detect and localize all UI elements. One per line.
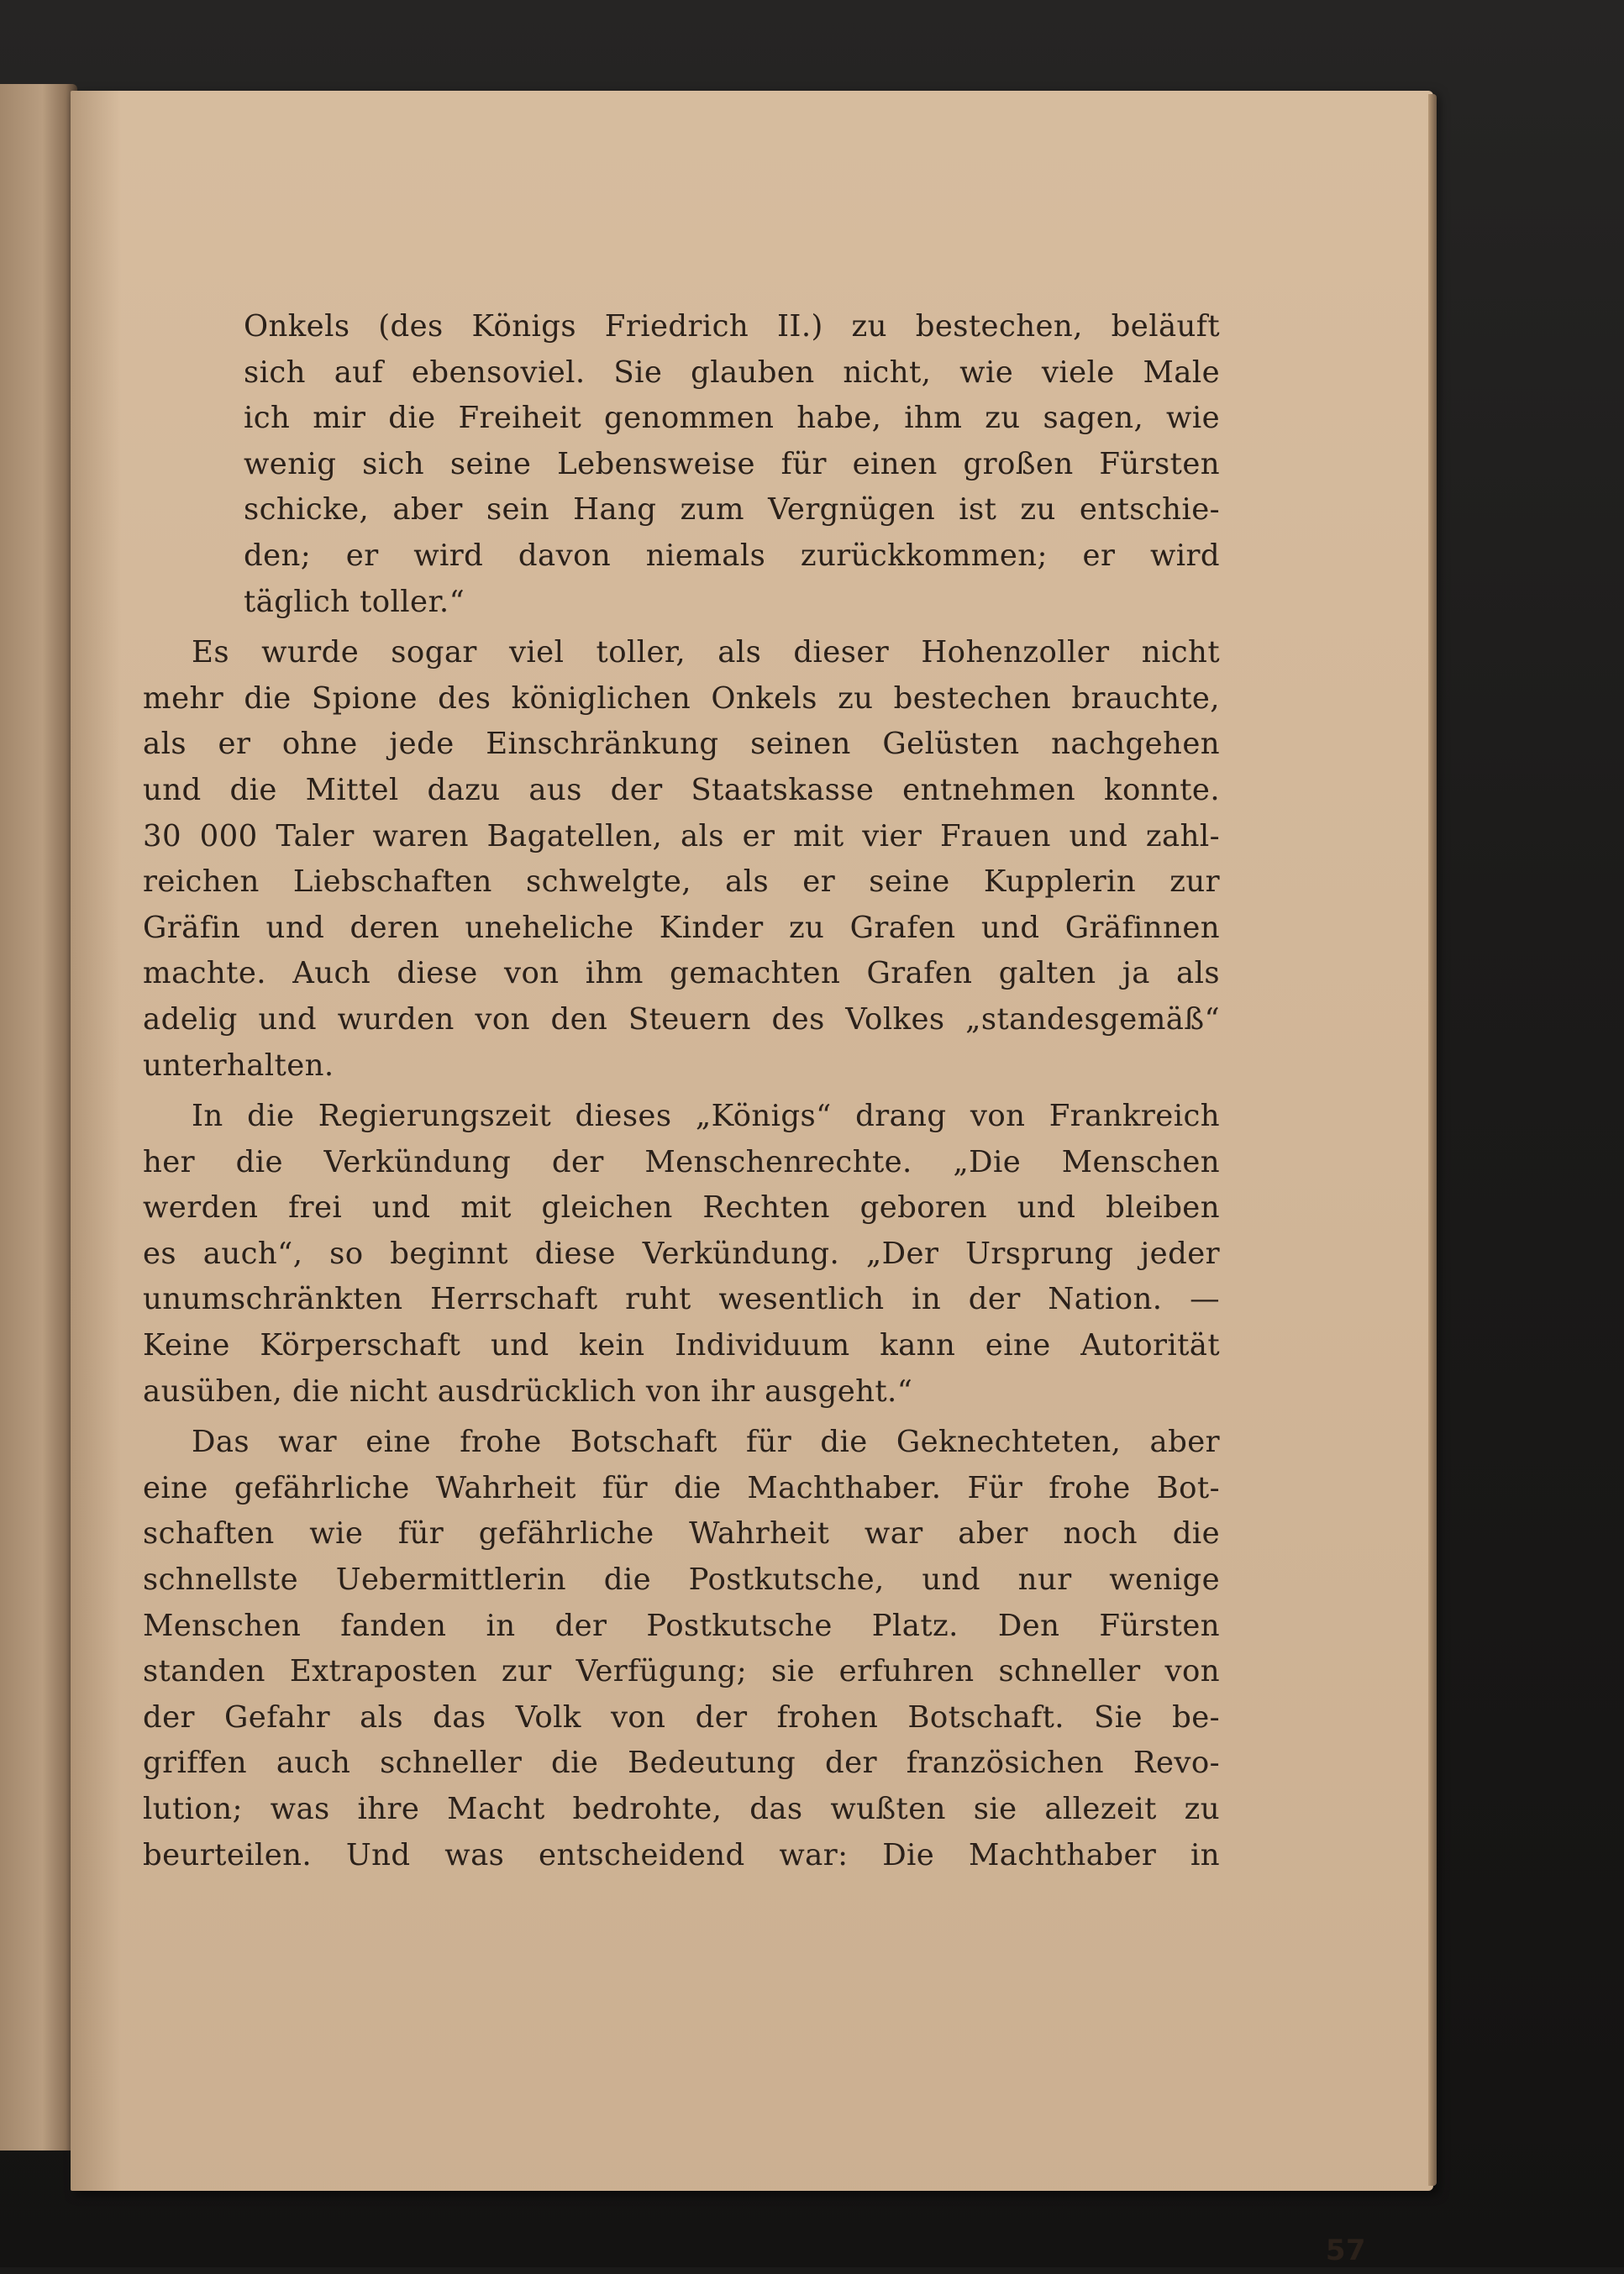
text-line: und die Mittel dazu aus der Staatskasse entnehmen konnte. [143, 772, 1220, 807]
text-line: schnellste Uebermittlerin die Postkutsche, und nur wenige [143, 1562, 1220, 1598]
text-line: es auch“, so beginnt diese Verkündung. „Der Ursprung jeder [143, 1236, 1220, 1271]
text-line: her die Verkündung der Menschenrechte. „Die Menschen [143, 1144, 1220, 1179]
text-line: Gräfin und deren uneheliche Kinder zu Grafen und Gräfinnen [143, 910, 1220, 945]
text-line: beurteilen. Und was entscheidend war: Die Machthaber in [143, 1837, 1220, 1872]
text-line: griffen auch schneller die Bedeutung der französichen Revo- [143, 1746, 1220, 1781]
paragraph-hohenzoller [143, 630, 1220, 1089]
text-line: adelig und wurden von den Steuern des Volkes „standesgemäß“ [143, 1001, 1220, 1037]
text-line: wenig sich seine Lebensweise für einen großen Fürsten [244, 446, 1220, 481]
text-line: als er ohne jede Einschränkung seinen Gelüsten nachgehen [143, 727, 1220, 762]
paragraph-menschenrechte [143, 1094, 1220, 1415]
text-line: ich mir die Freiheit genommen habe, ihm zu sagen, wie [244, 401, 1220, 436]
text-line: ausüben, die nicht ausdrücklich von ihr ausgeht.“ [143, 1373, 913, 1409]
paragraph-botschaft [143, 1420, 1220, 1878]
text-line: täglich toller.“ [244, 584, 465, 619]
text-line: werden frei und mit gleichen Rechten geboren und bleiben [143, 1190, 1220, 1226]
body-text [143, 304, 1366, 2267]
text-line: Onkels (des Königs Friedrich II.) zu bestechen, beläuft [244, 309, 1220, 344]
text-line: Das war eine frohe Botschaft für die Geknechteten, aber [192, 1425, 1220, 1460]
text-line: der Gefahr als das Volk von der frohen Botschaft. Sie be- [143, 1699, 1220, 1735]
text-line: lution; was ihre Macht bedrohte, das wußten sie allezeit zu [143, 1792, 1220, 1826]
text-line: In die Regierungszeit dieses „Königs“ drang von Frankreich [192, 1099, 1220, 1134]
page-number: 57 [1325, 2234, 1366, 2267]
text-line: 30 000 Taler waren Bagatellen, als er mit vier Frauen und zahl- [143, 818, 1220, 853]
facing-page-edge [0, 84, 77, 2151]
text-line: den; er wird davon niemals zurückkommen; er wird [244, 538, 1220, 573]
paragraph-quote-continuation [143, 304, 1220, 625]
page-edge-shadow [1428, 94, 1437, 2186]
text-line: Keine Körperschaft und kein Individuum kann eine Autorität [143, 1328, 1220, 1363]
text-line: Es wurde sogar viel toller, als dieser Hohenzoller nicht [192, 635, 1220, 670]
text-line: standen Extraposten zur Verfügung; sie erfuhren schneller von [143, 1654, 1220, 1689]
text-line: sich auf ebensoviel. Sie glauben nicht, wie viele Male [244, 354, 1220, 390]
text-line: schaften wie für gefährliche Wahrheit war aber noch die [143, 1516, 1220, 1552]
text-line: unterhalten. [143, 1048, 334, 1083]
text-line: Menschen fanden in der Postkutsche Platz. Den Fürsten [143, 1608, 1220, 1643]
text-line: machte. Auch diese von ihm gemachten Grafen galten ja als [143, 956, 1220, 991]
text-line: mehr die Spione des königlichen Onkels zu bestechen brauchte, [143, 680, 1220, 716]
text-line: schicke, aber sein Hang zum Vergnügen ist zu entschie- [244, 492, 1220, 528]
text-line: unumschränkten Herrschaft ruht wesentlich in der Nation. — [143, 1282, 1220, 1317]
text-line: reichen Liebschaften schwelgte, als er seine Kupplerin zur [143, 864, 1220, 900]
text-line: eine gefährliche Wahrheit für die Machthaber. Für frohe Bot- [143, 1470, 1220, 1505]
